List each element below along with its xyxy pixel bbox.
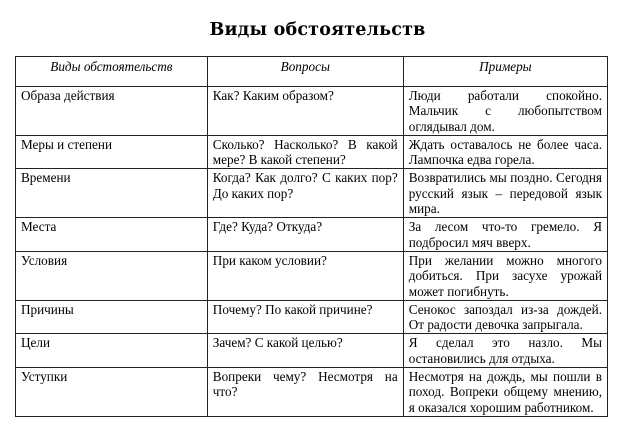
table-row <box>16 169 608 218</box>
header-examples: Примеры <box>403 57 607 87</box>
cell-questions: Сколько? Насколько? В какой мере? В какой степени? <box>207 135 403 169</box>
cell-examples: За лесом что-то гремело. Я подбросил мяч вверх. <box>403 218 607 252</box>
cell-type: Условия <box>16 251 208 300</box>
cell-examples: Ждать оставалось не более часа. Лампочка едва горела. <box>403 135 607 169</box>
cell-examples: Сенокос запоздал из-за дождей. От радости девочка запрыгала. <box>403 300 607 334</box>
header-questions: Вопросы <box>207 57 403 87</box>
table-row <box>16 300 608 334</box>
cell-questions: Как? Каким образом? <box>207 87 403 136</box>
cell-examples: Возвратились мы поздно. Сегодня русский язык – передовой язык мира. <box>403 169 607 218</box>
table-row <box>16 87 608 136</box>
circumstances-table <box>15 56 608 417</box>
cell-questions: Где? Куда? Откуда? <box>207 218 403 252</box>
table-row <box>16 334 608 368</box>
cell-type: Цели <box>16 334 208 368</box>
cell-type: Образа действия <box>16 87 208 136</box>
table-header-row <box>16 57 608 87</box>
cell-questions: Когда? Как долго? С каких пор? До каких пор? <box>207 169 403 218</box>
cell-type: Уступки <box>16 368 208 417</box>
cell-type: Места <box>16 218 208 252</box>
cell-examples: Люди работали спокойно. Мальчик с любопытством оглядывал дом. <box>403 87 607 136</box>
cell-examples: Несмотря на дождь, мы пошли в поход. Вопреки общему мнению, я оказался хорошим работником. <box>403 368 607 417</box>
cell-questions: Почему? По какой причине? <box>207 300 403 334</box>
cell-type: Меры и степени <box>16 135 208 169</box>
header-type: Виды обстоятельств <box>16 57 208 87</box>
cell-type: Причины <box>16 300 208 334</box>
page-title: Виды обстоятельств <box>209 20 426 40</box>
cell-examples: При желании можно многого добиться. При засухе урожай может погибнуть. <box>403 251 607 300</box>
table-row <box>16 368 608 417</box>
cell-questions: Зачем? С какой целью? <box>207 334 403 368</box>
table-row <box>16 251 608 300</box>
cell-type: Времени <box>16 169 208 218</box>
cell-questions: При каком условии? <box>207 251 403 300</box>
table-row <box>16 135 608 169</box>
cell-examples: Я сделал это назло. Мы остановились для отдыха. <box>403 334 607 368</box>
table-row <box>16 218 608 252</box>
cell-questions: Вопреки чему? Несмотря на что? <box>207 368 403 417</box>
